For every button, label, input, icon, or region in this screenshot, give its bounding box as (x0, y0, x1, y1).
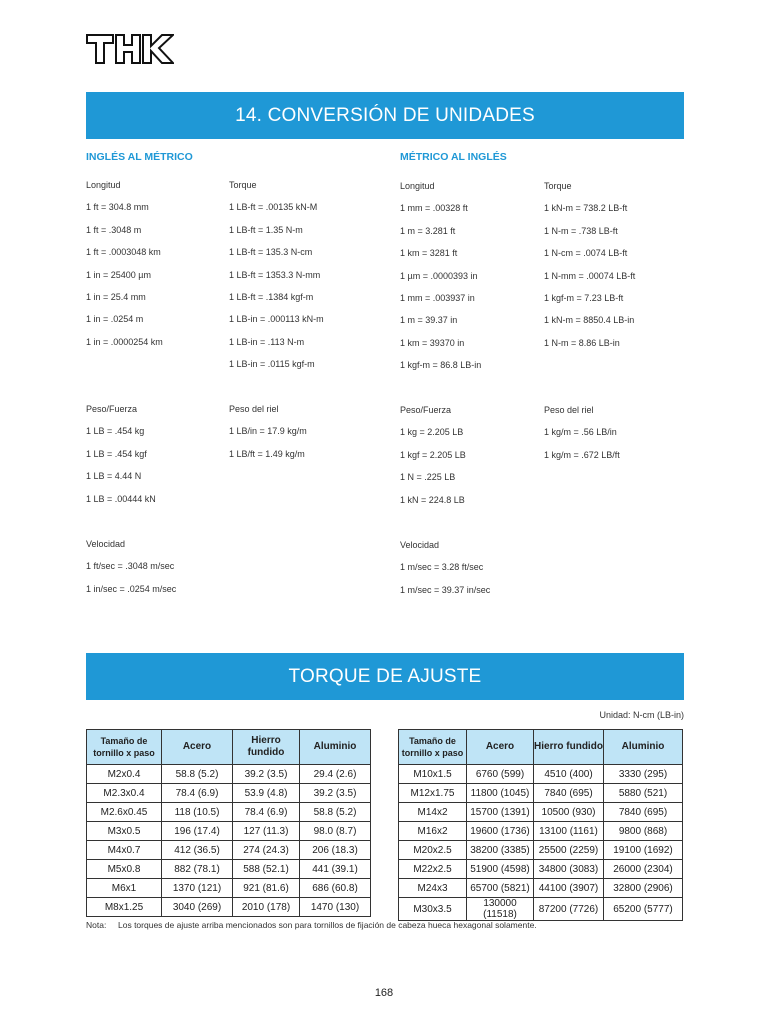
note-text: Los torques de ajuste arriba mencionados son para tornillos de fijación de cabeza hueca hexagonal solamente. (118, 920, 537, 930)
group-title: Torque (544, 181, 572, 191)
torque-cell: 2010 (178) (233, 898, 300, 917)
size-cell: M3x0.5 (87, 822, 162, 841)
torque-cell: 11800 (1045) (467, 784, 534, 803)
group-title: Peso del riel (229, 404, 279, 414)
conversion-item: 1 in = .0000254 km (86, 336, 163, 347)
conversion-section-banner (86, 92, 684, 139)
size-cell: M2x0.4 (87, 765, 162, 784)
torque-cell: 19600 (1736) (467, 822, 534, 841)
conversion-item: 1 m = 39.37 in (400, 315, 458, 326)
conversion-item: 1 kg/m = .56 LB/in (544, 427, 617, 438)
torque-section-banner (86, 653, 684, 700)
torque-cell: 65200 (5777) (604, 898, 683, 921)
table-note (86, 920, 537, 930)
torque-cell: 13100 (1161) (534, 822, 604, 841)
table-row (399, 803, 683, 822)
table-row (399, 784, 683, 803)
header-tamano: Tamaño de tornillo x paso (87, 730, 162, 765)
torque-cell: 1370 (121) (162, 879, 233, 898)
torque-cell: 130000 (11518) (467, 898, 534, 921)
torque-cell: 65700 (5821) (467, 879, 534, 898)
size-cell: M5x0.8 (87, 860, 162, 879)
conversion-item: 1 m = 3.281 ft (400, 225, 456, 236)
torque-cell: 26000 (2304) (604, 860, 683, 879)
torque-cell: 10500 (930) (534, 803, 604, 822)
torque-cell: 25500 (2259) (534, 841, 604, 860)
size-cell: M10x1.5 (399, 765, 467, 784)
conversion-item: 1 N-cm = .0074 LB-ft (544, 248, 628, 259)
me-peso-fuerza-group (400, 399, 466, 511)
en-peso-riel-group (229, 398, 307, 465)
torque-cell: 98.0 (8.7) (300, 822, 371, 841)
table-row (399, 841, 683, 860)
torque-cell: 9800 (868) (604, 822, 683, 841)
en-velocidad-group (86, 533, 176, 600)
conversion-item: 1 LB = .454 kg (86, 426, 145, 437)
torque-cell: 686 (60.8) (300, 879, 371, 898)
conversion-item: 1 N-mm = .00074 LB-ft (544, 270, 636, 281)
unit-note: Unidad: N-cm (LB-in) (599, 710, 684, 720)
conversion-item: 1 kN = 224.8 LB (400, 494, 465, 505)
table-row (87, 898, 371, 917)
conversion-item: 1 LB = .454 kgf (86, 448, 147, 459)
torque-cell: 51900 (4598) (467, 860, 534, 879)
conversion-item: 1 LB-ft = .1384 kgf-m (229, 291, 314, 302)
header-tamano: Tamaño de tornillo x paso (399, 730, 467, 765)
torque-cell: 39.2 (3.5) (233, 765, 300, 784)
size-cell: M22x2.5 (399, 860, 467, 879)
conversion-item: 1 LB = 4.44 N (86, 471, 142, 482)
page-number: 168 (374, 987, 394, 999)
group-title: Longitud (400, 181, 435, 191)
torque-cell: 87200 (7726) (534, 898, 604, 921)
group-title: Velocidad (86, 539, 126, 549)
header-aluminio: Aluminio (300, 730, 371, 765)
table-row (87, 860, 371, 879)
conversion-item: 1 km = 39370 in (400, 337, 465, 348)
conversion-item: 1 mm = .003937 in (400, 292, 475, 303)
torque-cell: 34800 (3083) (534, 860, 604, 879)
conversion-item: 1 LB-in = .000113 kN-m (229, 314, 324, 325)
group-title: Longitud (86, 180, 121, 190)
size-cell: M24x3 (399, 879, 467, 898)
conversion-item: 1 LB-ft = .00135 kN-M (229, 202, 318, 213)
torque-cell: 5880 (521) (604, 784, 683, 803)
size-cell: M6x1 (87, 879, 162, 898)
conversion-item: 1 kgf = 2.205 LB (400, 449, 466, 460)
table-row (399, 898, 683, 921)
conversion-item: 1 LB-ft = 1353.3 N-mm (229, 269, 321, 280)
conversion-item: 1 N = .225 LB (400, 472, 456, 483)
thk-logo (86, 34, 174, 64)
size-cell: M4x0.7 (87, 841, 162, 860)
group-title: Torque (229, 180, 257, 190)
me-velocidad-group (400, 534, 490, 601)
size-cell: M16x2 (399, 822, 467, 841)
header-acero: Acero (162, 730, 233, 765)
conversion-item: 1 LB = .00444 kN (86, 493, 156, 504)
conversion-item: 1 m/sec = 3.28 ft/sec (400, 562, 484, 573)
conversion-item: 1 ft = 304.8 mm (86, 202, 149, 213)
torque-cell: 882 (78.1) (162, 860, 233, 879)
torque-cell: 196 (17.4) (162, 822, 233, 841)
conversion-item: 1 LB-ft = 1.35 N-m (229, 224, 303, 235)
table-row (399, 879, 683, 898)
conversion-item: 1 ft/sec = .3048 m/sec (86, 561, 175, 572)
conversion-item: 1 N-m = .738 LB-ft (544, 225, 618, 236)
torque-cell: 7840 (695) (604, 803, 683, 822)
torque-cell: 412 (36.5) (162, 841, 233, 860)
conversion-item: 1 LB-in = .0115 kgf-m (229, 359, 315, 370)
me-peso-riel-group (544, 399, 620, 466)
torque-cell: 127 (11.3) (233, 822, 300, 841)
torque-cell: 7840 (695) (534, 784, 604, 803)
conversion-item: 1 kN-m = 8850.4 LB-in (544, 315, 635, 326)
conversion-item: 1 ft = .3048 m (86, 224, 142, 235)
torque-cell: 19100 (1692) (604, 841, 683, 860)
torque-cell: 58.8 (5.2) (162, 765, 233, 784)
conversion-item: 1 ft = .0003048 km (86, 247, 161, 258)
conversion-item: 1 kg/m = .672 LB/ft (544, 449, 620, 460)
torque-table-left (86, 729, 371, 917)
table-row (87, 784, 371, 803)
group-title: Peso del riel (544, 405, 594, 415)
header-hierro: Hierro fundido (534, 730, 604, 765)
torque-cell: 15700 (1391) (467, 803, 534, 822)
table-row (399, 860, 683, 879)
torque-cell: 588 (52.1) (233, 860, 300, 879)
table-row (87, 841, 371, 860)
torque-cell: 4510 (400) (534, 765, 604, 784)
en-torque-group (229, 174, 324, 376)
en-peso-fuerza-group (86, 398, 156, 510)
ingles-al-metrico-heading: INGLÉS AL MÉTRICO (86, 151, 193, 163)
size-cell: M2.3x0.4 (87, 784, 162, 803)
header-aluminio: Aluminio (604, 730, 683, 765)
table-row (399, 822, 683, 841)
torque-cell: 32800 (2906) (604, 879, 683, 898)
table-row (87, 803, 371, 822)
torque-cell: 3040 (269) (162, 898, 233, 917)
torque-cell: 53.9 (4.8) (233, 784, 300, 803)
size-cell: M14x2 (399, 803, 467, 822)
conversion-item: 1 kgf-m = 86.8 LB-in (400, 360, 482, 371)
conversion-item: 1 in/sec = .0254 m/sec (86, 583, 177, 594)
size-cell: M2.6x0.45 (87, 803, 162, 822)
header-acero: Acero (467, 730, 534, 765)
size-cell: M30x3.5 (399, 898, 467, 921)
group-title: Peso/Fuerza (400, 405, 452, 415)
conversion-item: 1 mm = .00328 ft (400, 203, 468, 214)
conversion-item: 1 in = .0254 m (86, 314, 144, 325)
conversion-item: 1 m/sec = 39.37 in/sec (400, 584, 491, 595)
size-cell: M12x1.75 (399, 784, 467, 803)
torque-cell: 78.4 (6.9) (162, 784, 233, 803)
table-row (87, 879, 371, 898)
conversion-item: 1 km = 3281 ft (400, 248, 458, 259)
me-torque-group (544, 175, 635, 354)
torque-cell: 921 (81.6) (233, 879, 300, 898)
torque-cell: 58.8 (5.2) (300, 803, 371, 822)
conversion-item: 1 LB/ft = 1.49 kg/m (229, 448, 305, 459)
conversion-item: 1 kg = 2.205 LB (400, 427, 464, 438)
size-cell: M8x1.25 (87, 898, 162, 917)
conversion-item: 1 LB-in = .113 N-m (229, 336, 305, 347)
conversion-item: 1 in = 25400 µm (86, 269, 151, 280)
table-row (399, 765, 683, 784)
header-hierro: Hierro fundido (233, 730, 300, 765)
conversion-item: 1 kgf-m = 7.23 LB-ft (544, 292, 624, 303)
torque-cell: 44100 (3907) (534, 879, 604, 898)
torque-cell: 29.4 (2.6) (300, 765, 371, 784)
conversion-section-title: 14. CONVERSIÓN DE UNIDADES (235, 104, 535, 126)
torque-section-title: TORQUE DE AJUSTE (288, 665, 482, 687)
note-label: Nota: (86, 920, 107, 930)
torque-table-right (398, 729, 683, 921)
torque-cell: 38200 (3385) (467, 841, 534, 860)
me-longitud-group (400, 175, 481, 377)
torque-cell: 118 (10.5) (162, 803, 233, 822)
group-title: Velocidad (400, 540, 440, 550)
torque-cell: 3330 (295) (604, 765, 683, 784)
conversion-item: 1 in = 25.4 mm (86, 291, 146, 302)
en-longitud-group (86, 174, 163, 353)
torque-cell: 274 (24.3) (233, 841, 300, 860)
torque-cell: 441 (39.1) (300, 860, 371, 879)
conversion-item: 1 LB-ft = 135.3 N-cm (229, 247, 313, 258)
conversion-item: 1 N-m = 8.86 LB-in (544, 337, 620, 348)
torque-cell: 78.4 (6.9) (233, 803, 300, 822)
conversion-item: 1 kN-m = 738.2 LB-ft (544, 203, 628, 214)
table-row (87, 822, 371, 841)
conversion-item: 1 LB/in = 17.9 kg/m (229, 426, 307, 437)
metrico-al-ingles-heading: MÉTRICO AL INGLÉS (400, 151, 507, 163)
torque-cell: 206 (18.3) (300, 841, 371, 860)
table-row (87, 765, 371, 784)
torque-cell: 39.2 (3.5) (300, 784, 371, 803)
torque-cell: 1470 (130) (300, 898, 371, 917)
size-cell: M20x2.5 (399, 841, 467, 860)
conversion-item: 1 µm = .0000393 in (400, 270, 478, 281)
group-title: Peso/Fuerza (86, 404, 138, 414)
torque-cell: 6760 (599) (467, 765, 534, 784)
